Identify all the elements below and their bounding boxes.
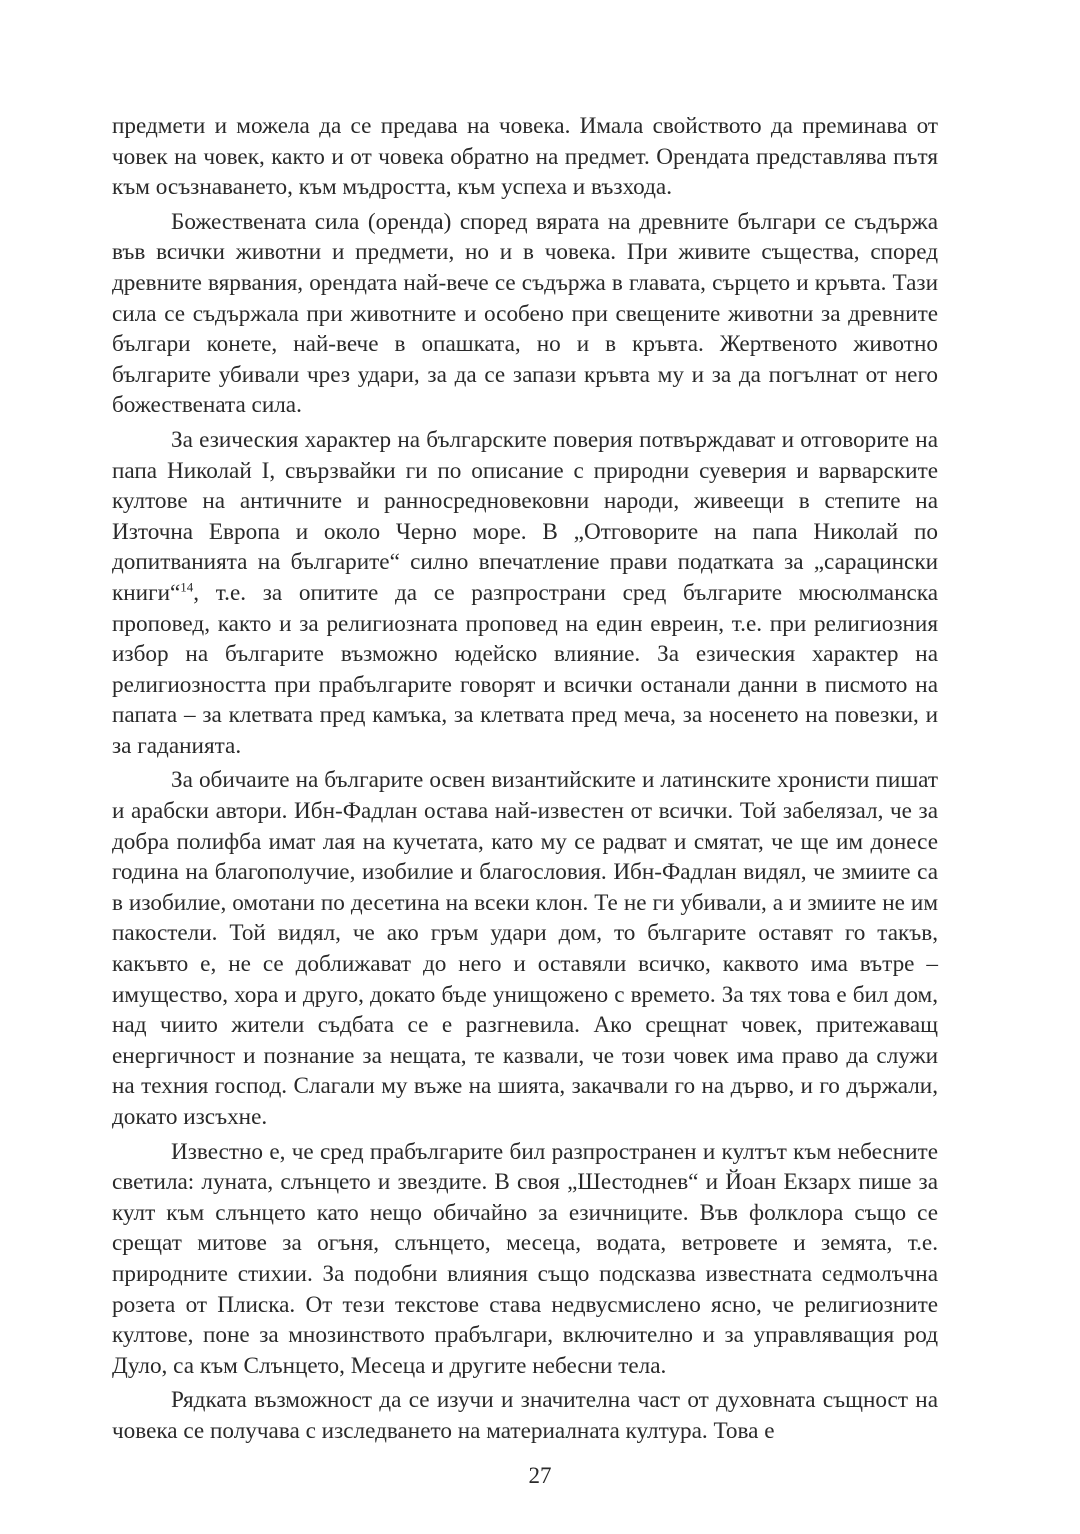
page-body [112, 111, 938, 1447]
paragraph-4: За обичаите на българите освен византийските и латинските хронисти пишат и арабски автори. Ибн-Фадлан остава най-известен от всички. Той забелязал, че за добра полифба имат лая на кучетата, като му се радват и смятат, че ще им донесе година на благополучие, изобилие и благословия. Ибн-Фадлан видял, че змиите са в изобилие, омотани по десетина на всеки клон. Те не ги убивали, а и змиите не им пакостели. Той видял, че ако гръм удари дом, то българите оставят го такъв, какъвто е, не се доближават до него и оставяли всичко, каквото има вътре – имущество, хора и друго, докато бъде унищожено с времето. За тях това е бил дом, над чиито жители съдбата се е разгневила. Ако срещнат човек, притежаващ енергичност и познание за нещата, те казвали, че този човек има право да служи на техния господ. Слагали му въже на шията, закачвали го на дърво, и го държали, докато изсъхне. [112, 767, 938, 1130]
page-number: 27 [528, 1463, 552, 1488]
paragraph-2: Божествената сила (оренда) според вярата на древните българи се съдържа във всички животни и предмети, но и в човека. При живите същества, според древните вярвания, орендата най-вече се съдържа в главата, сърцето и кръвта. Тази сила се съдържала при животните и особено при свещените животни за древните българи конете, най-вече в опашката, но и в кръвта. Жертвеното животно българите убивали чрез удари, за да се запази кръвта му и за да погълнат от него божествената сила. [112, 208, 938, 419]
paragraph-3-text-before: За езическия характер на българските поверия потвърждават и отговорите на папа Николай I, свързвайки ги по описание с природни суеверия и варварските култове на античните и ранносредновековни народи, живеещи в степите на Източна Европа и около Черно море. В „Отговорите на папа Николай по допитванията на българите“ силно впечатление прави податката за „сарацински книги“ [112, 426, 938, 606]
paragraph-5: Известно е, че сред прабългарите бил разпространен и култът към небесните светила: луната, слънцето и звездите. В своя „Шестоднев“ и Йоан Екзарх пише за култ към слънцето като нещо обичайно за езичниците. Във фолклора също се срещат митове за огъня, слънцето, месеца, водата, ветровете и земята, т.е. природните стихии. За подобни влияния също подсказва известната седмолъчна розета от Плиска. От тези текстове става недвусмислено ясно, че религиозните култове, поне за мнозинството прабългари, включително и за управляващия род Дуло, са към Слънцето, Месеца и другите небесни тела. [112, 1138, 938, 1379]
paragraph-6: Рядката възможност да се изучи и значителна част от духовната същност на човека се получава с изследването на материалната култура. Това е [112, 1387, 938, 1444]
footnote-reference-14: 14 [180, 579, 194, 595]
paragraph-3 [112, 425, 938, 762]
paragraph-1: предмети и можела да се предава на човека. Имала свойството да преминава от човек на човек, както и от човека обратно на предмет. Орендата представлява пътя към осъзнаването, към мъдростта, към успеха и възхода. [112, 113, 938, 201]
paragraph-3-text-after: , т.е. за опитите да се разпространи сред българите мюсюлманска проповед, както и за религиозната проповед на един евреин, т.е. при религиозния избор на българите възможно юдейско влияние. За езическия характер на религиозността при прабългарите говорят и всички останали данни в писмото на папата – за клетвата пред камъка, за клетвата пред меча, за носенето на повезки, и за гаданията. [112, 579, 938, 759]
